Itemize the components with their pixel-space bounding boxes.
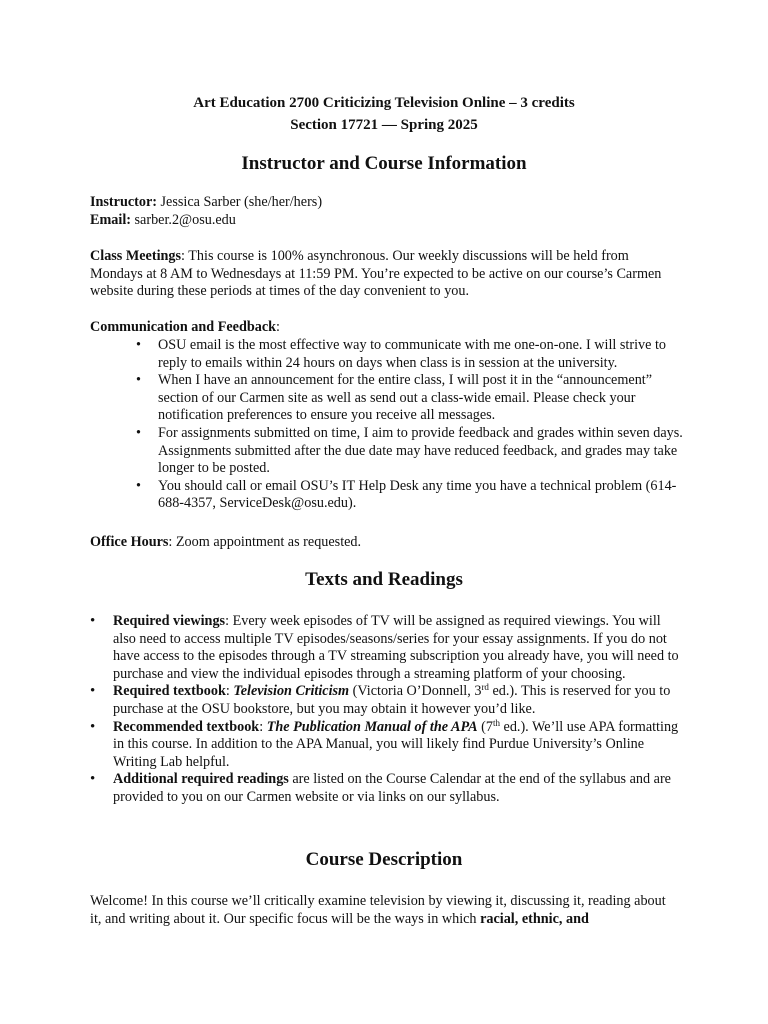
- communication-list: [158, 337, 688, 513]
- course-title: Art Education 2700 Criticizing Television Online – 3 credits: [193, 95, 575, 111]
- instructor-value: Jessica Sarber (she/her/hers): [156, 194, 323, 210]
- heading-instructor-info: Instructor and Course Information: [241, 153, 527, 174]
- list-item: • Additional required readings are listed on the Course Calendar at the end of the syllabus and are provided to you on our Carmen website or via links on our syllabus.: [113, 771, 687, 806]
- communication-heading: Communication and Feedback:: [90, 319, 280, 335]
- instructor-line: [90, 194, 690, 212]
- course-description-paragraph: [90, 893, 670, 928]
- required-textbook-title: Television Criticism: [233, 683, 350, 700]
- list-item: • Required viewings: Every week episodes of TV will be assigned as required viewings. You will also need to access multiple TV episodes/seasons/series for your essay assignments. If you do not have access to the episodes through a TV streaming subscription you already have, you will need to purchase and view the individual episodes through a streaming platform of your choosing.: [113, 613, 687, 683]
- email-line: [90, 212, 690, 230]
- course-description-bold: racial, ethnic, and: [480, 910, 589, 927]
- list-item: • You should call or email OSU’s IT Help Desk any time you have a technical problem (614-688-4357, ServiceDesk@osu.edu).: [158, 478, 688, 513]
- additional-readings-label: Additional required readings: [113, 771, 289, 788]
- office-hours-line: [90, 534, 690, 552]
- required-viewings-label: Required viewings: [113, 613, 226, 629]
- list-item: • When I have an announcement for the entire class, I will post it in the “announcement” section of our Carmen site as well as send out a class-wide email. Please check your notification preferences to ensure you receive all messages.: [158, 372, 688, 425]
- office-hours-label: Office Hours: [90, 534, 169, 550]
- class-meetings-label: Class Meetings: [90, 248, 182, 264]
- recommended-textbook-label: Recommended textbook: [113, 718, 260, 735]
- list-item: • Required textbook: Television Criticism (Victoria O’Donnell, 3rd ed.). This is reserved for you to purchase at the OSU bookstore, but you may obtain it however you’d like.: [113, 683, 687, 718]
- heading-course-description: Course Description: [305, 849, 463, 870]
- email-value[interactable]: sarber.2@osu.edu: [130, 212, 236, 228]
- recommended-textbook-title: The Publication Manual of the APA: [266, 718, 478, 735]
- email-label: Email:: [90, 212, 131, 228]
- heading-texts-readings: Texts and Readings: [305, 569, 463, 590]
- list-item: • OSU email is the most effective way to communicate with me one-on-one. I will strive to reply to emails within 24 hours on days when class is in session at the university.: [158, 337, 688, 372]
- required-textbook-label: Required textbook: [113, 683, 226, 700]
- course-section: Section 17721 — Spring 2025: [290, 117, 478, 133]
- class-meetings-paragraph: [90, 248, 682, 301]
- communication-label: Communication and Feedback: [90, 319, 277, 335]
- course-description-text: Welcome! In this course we’ll critically examine television by viewing it, discussing it, reading about it, and writing about it. Our specific focus will be the ways in which: [90, 893, 666, 927]
- office-hours-text: : Zoom appointment as requested.: [168, 534, 362, 550]
- readings-list: [113, 613, 687, 807]
- list-item: • For assignments submitted on time, I aim to provide feedback and grades within seven days. Assignments submitted after the due date may have reduced feedback, and grades may take longer to be posted.: [158, 425, 688, 478]
- class-meetings-text: : This course is 100% asynchronous. Our weekly discussions will be held from Mondays at 8 AM to Wednesdays at 11:59 PM. You’re expected to be active on our course’s Carmen website during these periods at times of the day convenient to you.: [90, 248, 662, 300]
- instructor-label: Instructor:: [90, 194, 157, 210]
- list-item: • Recommended textbook: The Publication Manual of the APA (7th ed.). We’ll use APA formatting in this course. In addition to the APA Manual, you will likely find Purdue University’s Online Writing Lab helpful.: [113, 719, 687, 772]
